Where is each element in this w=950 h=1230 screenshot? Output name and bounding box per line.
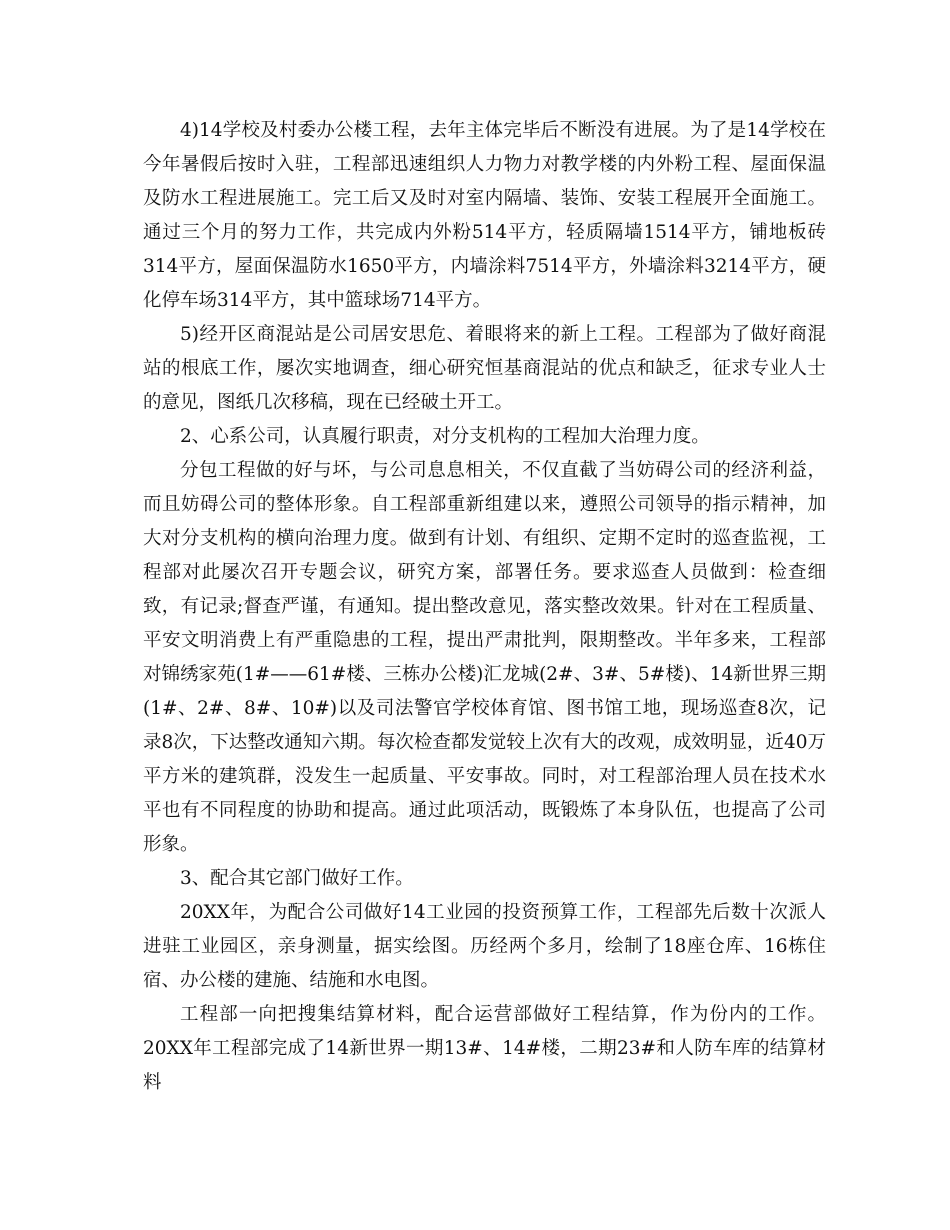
paragraph-industrial-park: 20XX年，为配合公司做好14工业园的投资预算工作，工程部先后数十次派人进驻工业园区，亲身测量，据实绘图。历经两个多月，绘制了18座仓库、16栋住宿、办公楼的建施、结施和水电图。 xyxy=(143,902,826,991)
section-heading-branch-management: 2、心系公司，认真履行职责，对分支机构的工程加大治理力度。 xyxy=(180,426,710,447)
paragraph-school-office-project: 4)14学校及村委办公楼工程，去年主体完毕后不断没有进展。为了是14学校在今年暑假后按时入驻，工程部迅速组织人力物力对教学楼的内外粉工程、屋面保温及防水工程进展施工。完工后又及时对室内隔墙、装饰、安装工程展开全面施工。通过三个月的努力工作，共完成内外粉514平方，轻质隔墙1514平方，铺地板砖314平方，屋面保温防水1650平方，内墙涂料7514平方，外墙涂料3214平方，硬化停车场314平方，其中篮球场714平方。 xyxy=(143,120,826,311)
paragraph-subcontract-inspection: 分包工程做的好与坏，与公司息息相关，不仅直截了当妨碍公司的经济利益，而且妨碍公司的整体形象。自工程部重新组建以来，遵照公司领导的指示精神，加大对分支机构的横向治理力度。做到有计划、有组织、定期不定时的巡查监视，工程部对此屡次召开专题会议，研究方案，部署任务。要求巡查人员做到：检查细致，有记录;督查严谨，有通知。提出整改意见，落实整改效果。针对在工程质量、平安文明消费上有严重隐患的工程，提出严肃批判，限期整改。半年多来，工程部对锦绣家苑(1#——61#楼、三栋办公楼)汇龙城(2#、3#、5#楼)、14新世界三期(1#、2#、8#、10#)以及司法警官学校体育馆、图书馆工地，现场巡查8次，记录8次，下达整改通知六期。每次检查都发觉较上次有大的改观，成效明显，近40万平方米的建筑群，没发生一起质量、平安事故。同时，对工程部治理人员在技术水平也有不同程度的协助和提高。通过此项活动，既锻炼了本身队伍，也提高了公司形象。 xyxy=(143,460,826,855)
paragraph-settlement-materials: 工程部一向把搜集结算材料，配合运营部做好工程结算，作为份内的工作。20XX年工程部完成了14新世界一期13#、14#楼，二期23#和人防车库的结算材料 xyxy=(143,1004,826,1093)
document-body xyxy=(143,114,826,1100)
section-heading-cooperation: 3、配合其它部门做好工作。 xyxy=(180,868,414,889)
paragraph-concrete-station: 5)经开区商混站是公司居安思危、着眼将来的新上工程。工程部为了做好商混站的根底工作，屡次实地调查，细心研究恒基商混站的优点和缺乏，征求专业人士的意见，图纸几次移稿，现在已经破土开工。 xyxy=(143,324,826,413)
